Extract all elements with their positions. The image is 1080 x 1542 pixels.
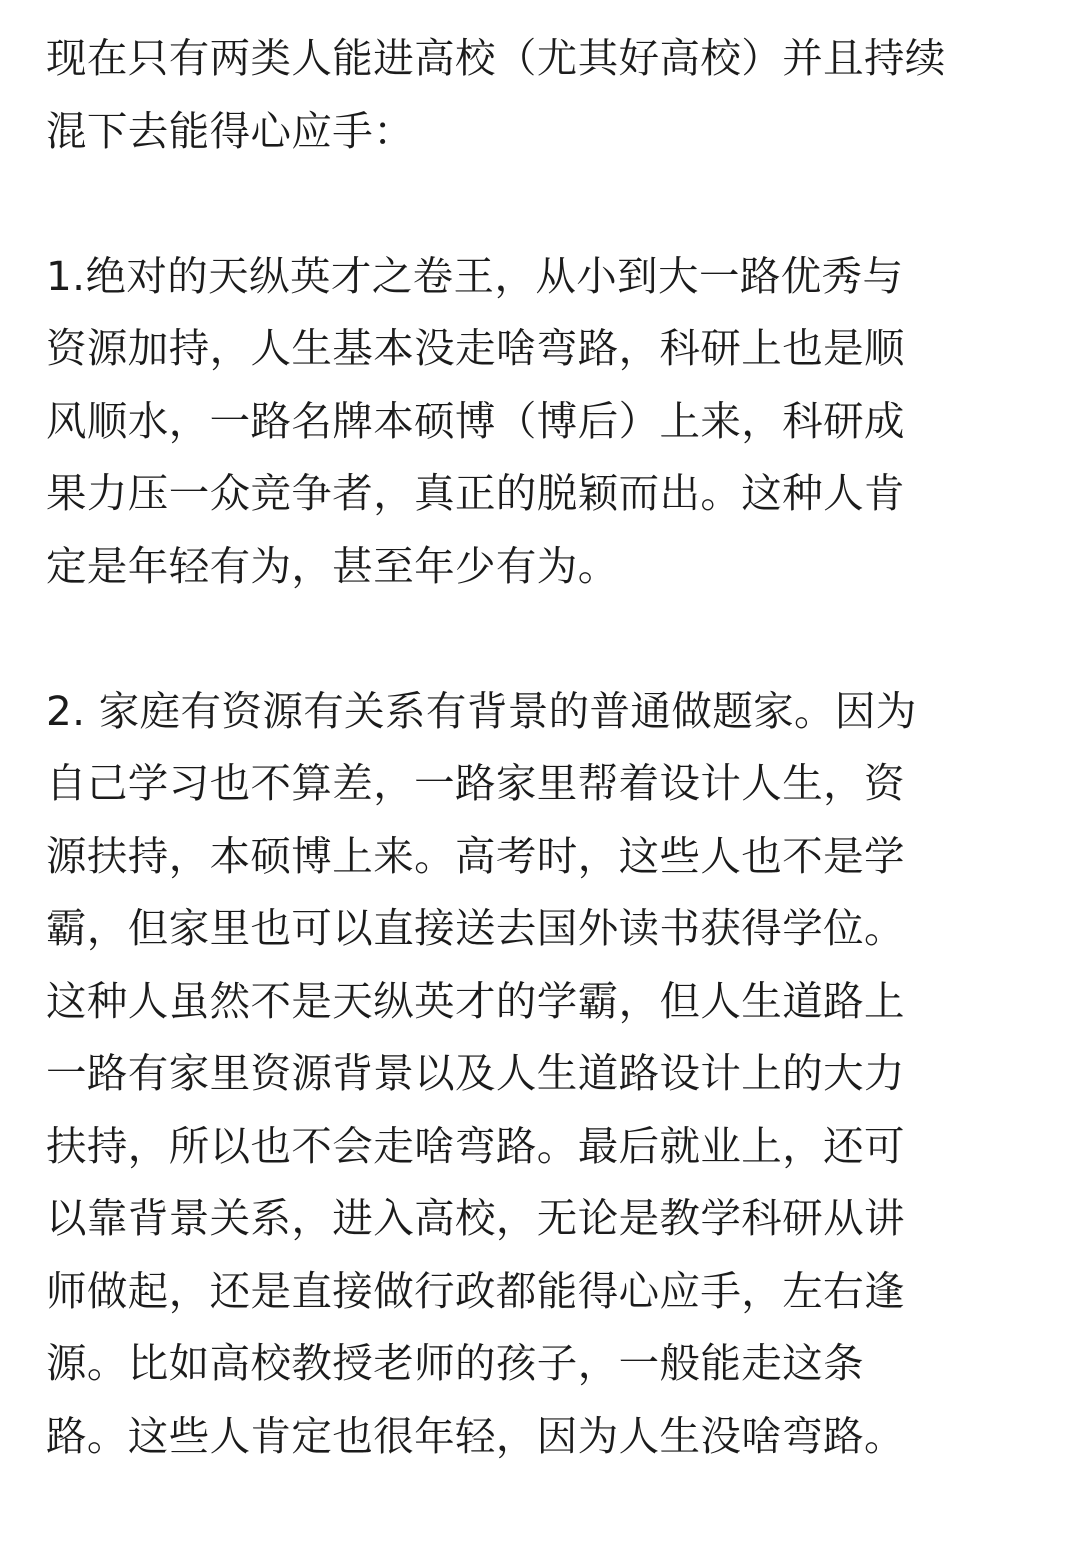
text-line: 1.绝对的天纵英才之卷王，从小到大一路优秀与: [46, 251, 904, 300]
paragraph-type-2: [46, 675, 1040, 1473]
text-line: 果力压一众竞争者，真正的脱颖而出。这种人肯: [46, 469, 905, 517]
text-line: 现在只有两类人能进高校（尤其好高校）并且持续: [46, 34, 946, 82]
text-line: 自己学习也不算差，一路家里帮着设计人生，资: [46, 759, 905, 807]
text-line: 源扶持，本硕博上来。高考时，这些人也不是学: [46, 831, 905, 880]
text-line: 路。这些人肯定也很年轻，因为人生没啥弯路。: [46, 1411, 905, 1460]
paragraph-intro: [46, 22, 1040, 167]
text-line: 2. 家庭有资源有关系有背景的普通做题家。因为: [46, 686, 917, 735]
text-line: 师做起，还是直接做行政都能得心应手，左右逢: [46, 1266, 905, 1315]
text-line: 一路有家里资源背景以及人生道路设计上的大力: [46, 1049, 905, 1097]
text-line: 扶持，所以也不会走啥弯路。最后就业上，还可: [46, 1121, 905, 1170]
text-line: 定是年轻有为，甚至年少有为。: [46, 541, 619, 590]
text-line: 霸，但家里也可以直接送去国外读书获得学位。: [46, 904, 905, 952]
text-line: 资源加持，人生基本没走啥弯路，科研上也是顺: [46, 324, 905, 372]
text-line: 这种人虽然不是天纵英才的学霸，但人生道路上: [46, 976, 905, 1025]
text-line: 混下去能得心应手：: [46, 106, 415, 155]
text-line: 源。比如高校教授老师的孩子，一般能走这条: [46, 1339, 864, 1387]
text-line: 风顺水，一路名牌本硕博（博后）上来，科研成: [46, 396, 905, 445]
paragraph-type-1: [46, 240, 1040, 603]
text-line: 以靠背景关系，进入高校，无论是教学科研从讲: [46, 1194, 905, 1242]
